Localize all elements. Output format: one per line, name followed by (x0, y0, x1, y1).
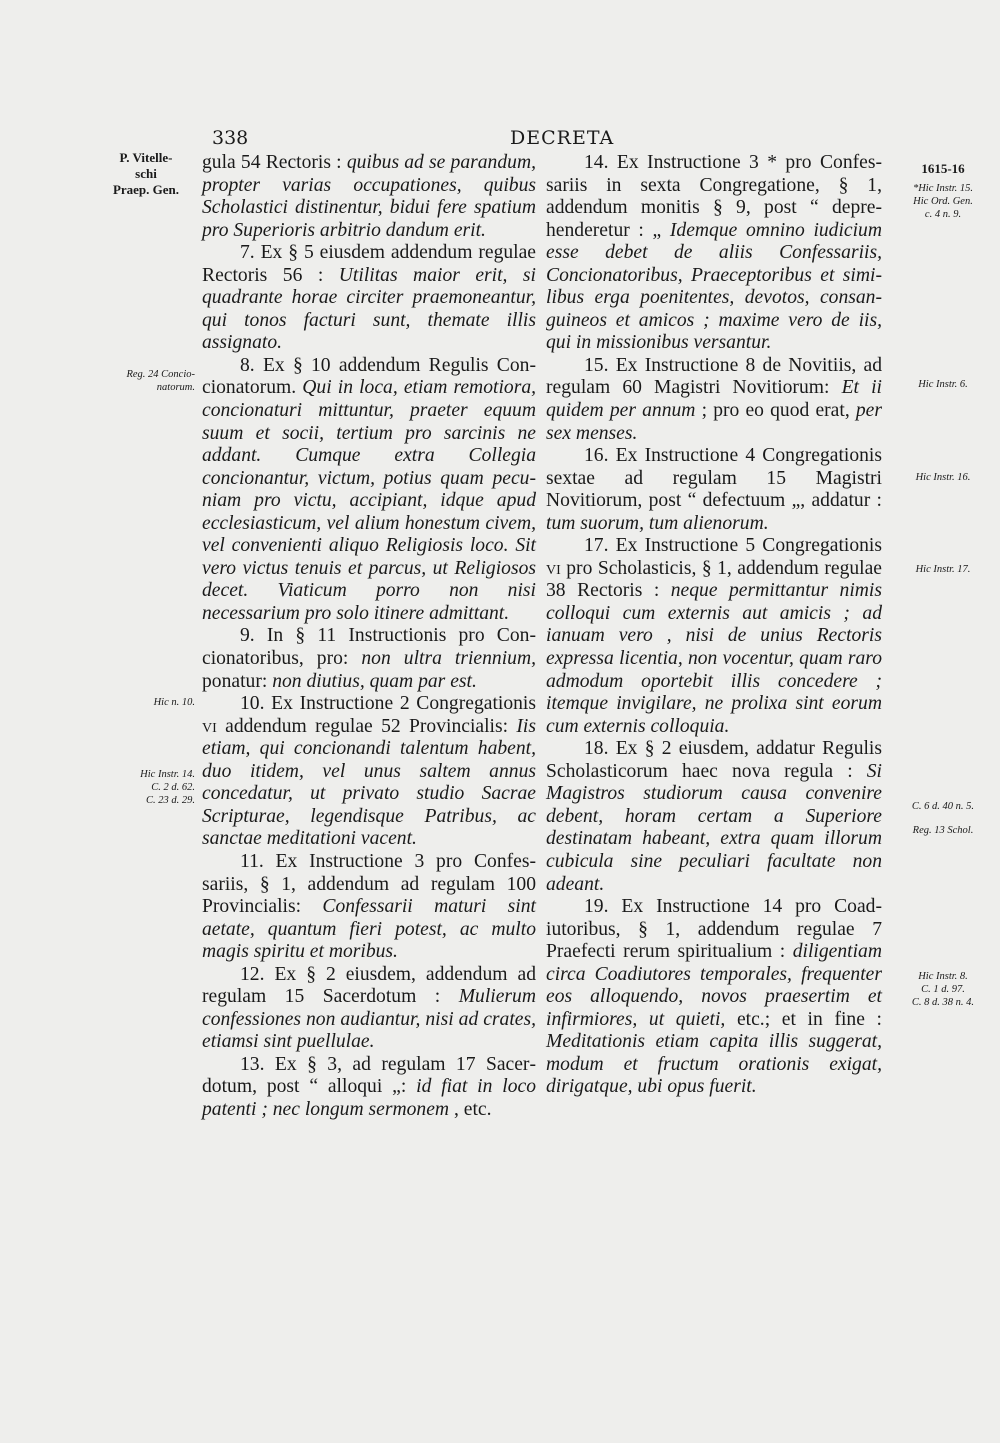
margin-note: Hic Instr. 16. (915, 472, 971, 483)
paragraph: 17. Ex Instructione 5 Congregationis vi pro Scholasticis, § 1, addendum regulae 38 Rectoris : neque permittantur nimis colloqui cum externis aut amicis ; ad ianuam vero , nisi de unius Rectoris expressa licentia, non vocentur, quam raro admodum oportebit illis concedere ; itemque invigilare, ne prolixa sint eorum cum externis colloquia. (546, 535, 882, 737)
paragraph: 9. In § 11 Instructionis pro Concionatoribus, pro: non ultra triennium, ponatur: non diutius, quam par est. (202, 625, 536, 692)
paragraph: 11. Ex Instructione 3 pro Confessariis, § 1, addendum ad regulam 100 Provincialis: Confessarii maturi sint aetate, quantum fieri potest, ac multo magis spiritu et moribus. (202, 850, 536, 963)
text-column-left (202, 152, 536, 1122)
paragraph: 10. Ex Instructione 2 Congregationis vi addendum regulae 52 Provincialis: Iis etiam, qui concionandi talentum habent, duo itidem, vel unus saltem annus concedatur, ut privato studio Sacrae Scripturae, legendisque Patribus, ac sanctae meditationi vacent. (202, 693, 536, 850)
margin-note: Hic Instr. 14. C. 2 d. 62. C. 23 d. 29. (140, 769, 195, 806)
paragraph: 16. Ex Instructione 4 Congregationis sextae ad regulam 15 Magistri Novitiorum, post “ defectuum „, addatur : tum suorum, tum alienorum. (546, 445, 882, 534)
margin-note: C. 6 d. 40 n. 5. (911, 801, 975, 812)
margin-note: Reg. 13 Schol. (912, 825, 974, 836)
paragraph: 13. Ex § 3, ad regulam 17 Sacerdotum, post “ alloqui „: id fiat in loco patenti ; nec longum sermonem , etc. (202, 1053, 536, 1120)
paragraph: 18. Ex § 2 eiusdem, addatur Regulis Scholasticorum haec nova regula : Si Magistros studiorum causa convenire debent, horam certam a Superiore destinatam habeant, extra quam illorum cubicula sine peculiari facultate non adeant. (546, 738, 882, 895)
margin-note: Hic Instr. 8. C. 1 d. 97. C. 8 d. 38 n. 4. (911, 971, 975, 1008)
margin-note: Hic Instr. 17. (915, 564, 971, 575)
running-title: DECRETA (510, 127, 615, 149)
paragraph: 7. Ex § 5 eiusdem addendum regulae Rectoris 56 : Utilitas maior erit, si quadrante horae circiter praemoneantur, qui tonos facturi sunt, themate illis assignato. (202, 242, 536, 354)
paragraph: 8. Ex § 10 addendum Regulis Concionatorum. Qui in loca, etiam remotiora, concionaturi mittuntur, praeter equum suum et socii, tertium pro sarcinis ne addant. Cumque extra Collegia concionantur, victum, potius quam pecuniam pro victu, accipiant, idque apud ecclesiasticum, vel alium honestum civem, vel convenienti aliquo Religiosis loco. Sit vero victus tenuis et parcus, ut Religiosos decet. Viaticum porro non nisi necessarium pro solo itinere admittant. (202, 354, 537, 624)
margin-note: Hic n. 10. (153, 697, 195, 708)
paragraph: 12. Ex § 2 eiusdem, addendum ad regulam 15 Sacerdotum : Mulierum confessiones non audiantur, nisi ad crates, etiamsi sint puellulae. (202, 963, 536, 1053)
paragraph: 15. Ex Instructione 8 de Novitiis, ad regulam 60 Magistri Novitiorum: Et ii quidem per annum ; pro eo quod erat, per sex menses. (546, 354, 882, 444)
margin-note: Reg. 24 Concio- natorum. (126, 369, 195, 393)
paragraph: 14. Ex Instructione 3 * pro Confessariis in sexta Congregatione, § 1, addendum monitis § 9, post “ deprehenderetur : „ Idemque omnino iudicium esse debet de aliis Confessariis, Concionatoribus, Praeceptoribus et similibus erga poenitentes, devotos, consanguineos et amicos ; maxime vero de iis, qui in missionibus versantur. (546, 152, 883, 354)
text-column-right (546, 152, 882, 1099)
margin-author: P. Vitelle- schi Praep. Gen. (112, 150, 180, 197)
margin-years: 1615-16 (921, 161, 965, 176)
paragraph: 19. Ex Instructione 14 pro Coadiutoribus, § 1, addendum regulae 7 Praefecti rerum spiritualium : diligentiam circa Coadiutores temporales, frequenter eos alloquendo, novos praesertim et infirmiores, ut quieti, etc.; et in fine : Meditationis etiam capita illis suggerat, modum et fructum orationis exigat, dirigatque, ubi opus fuerit. (546, 896, 882, 1098)
page-number: 338 (212, 127, 249, 149)
paragraph: gula 54 Rectoris : quibus ad se parandum, propter varias occupationes, quibus Scholastici distinentur, bidui fere spatium pro Superioris arbitrio dandum erit. (202, 152, 536, 241)
margin-note: *Hic Instr. 15. Hic Ord. Gen. c. 4 n. 9. (912, 183, 974, 220)
margin-note: Hic Instr. 6. (918, 379, 968, 390)
